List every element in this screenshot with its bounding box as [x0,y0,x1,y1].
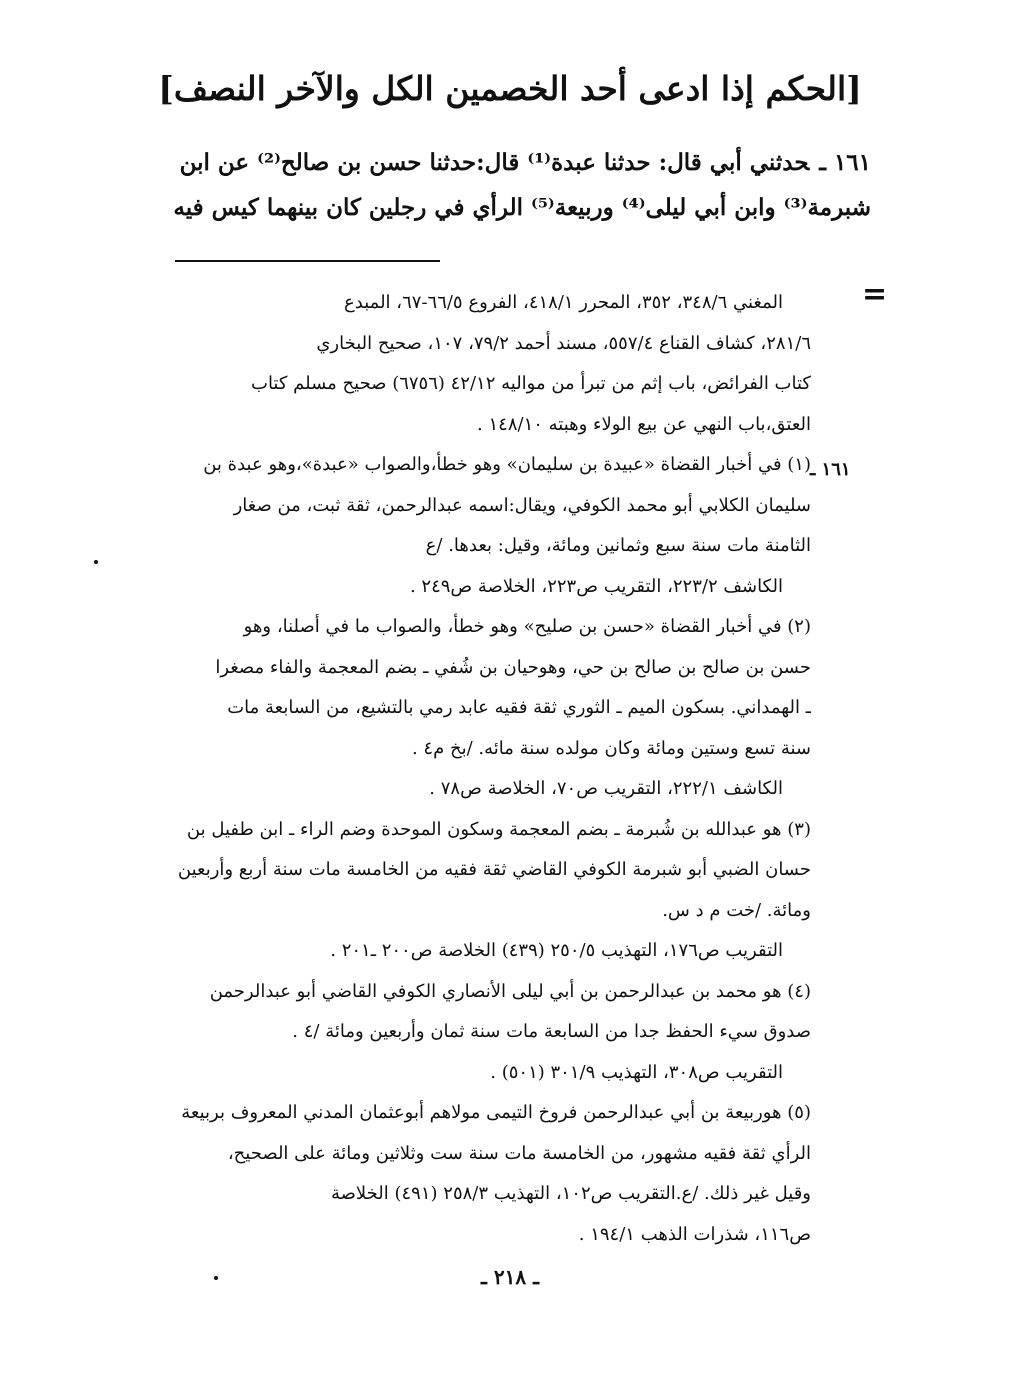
scan-speck [214,1276,218,1280]
footnote-line: (٣) هو عبدالله بن شُبرمة ـ بضم المعجمة وسكون الموحدة وضم الراء ـ ابن طفيل بن [186,818,811,840]
footnote-line: سنة تسع وستين ومائة وكان مولده سنة مائه. /بخ م٤ . [411,737,811,759]
footnote-line: الكاشف ٢٢٢/١، التقريب ص٧٠، الخلاصة ص٧٨ . [429,778,783,799]
footnote-line: كتاب الفرائض، باب إثم من تبرأ من مواليه ٤٢/١٢ (٦٧٥٦) صحيح مسلم كتاب [251,373,811,394]
scan-speck [94,560,98,564]
footnote-line: حسن بن صالح بن صالح بن حي، وهوحيان بن شُفي ـ بضم المعجمة والفاء مصغرا [215,656,811,678]
footnote-line: صدوق سيء الحفظ جدا من السابعة مات سنة ثمان وأربعين ومائة /٤ . [292,1021,811,1042]
continuation-mark: = [862,277,888,312]
footnote-line: العتق،باب النهي عن بيع الولاء وهبته ١٤٨/١٠ . [477,413,811,435]
footnote-line: التقريب ص٣٠٨، التهذيب ٣٠١/٩ (٥٠١) . [490,1061,783,1083]
footnote-divider [175,260,440,262]
footnote-line: (٥) هوربيعة بن أبي عبدالرحمن فروخ التيمى مولاهم أبوعثمان المدني المعروف بربيعة [181,1102,811,1123]
footnote-line: ص١١٦، شذرات الذهب ١٩٤/١ . [578,1223,811,1245]
footnote-line: الكاشف ٢٢٣/٢، التقريب ص٢٢٣، الخلاصة ص٢٤٩ . [409,575,783,597]
footnote-block-number: ١٦١ ـ [810,459,851,480]
main-text [151,140,871,230]
footnote-line: الرأي ثقة فقيه مشهور، من الخامسة مات سنة ست وثلاثين ومائة على الصحيح، [227,1142,811,1164]
footnote-line: (٢) في أخبار القضاة «حسن بن صليح» وهو خطأ، والصواب ما في أصلنا، وهو [243,616,811,637]
footnote-line: (٤) هو محمد بن عبدالرحمن بن أبي ليلى الأنصاري الكوفي القاضي أبو عبدالرحمن [209,980,811,1002]
footnote-line: التقريب ص١٧٦، التهذيب ٢٥٠/٥ (٤٣٩) الخلاصة ص٢٠٠ ـ٢٠١ . [330,940,783,961]
footnote-line: وقيل غير ذلك. /ع.التقريب ص١٠٢، التهذيب ٢٥٨/٣ (٤٩١) الخلاصة [330,1183,811,1204]
footnote-line: ومائة. /خت م د س. [662,899,811,921]
page-number: ـ ٢١٨ ـ [481,1265,539,1289]
hadith-number: ١٦١ ـ [819,149,871,176]
main-text-line: شبرمة⁽³⁾ وابن أبي ليلى⁽⁴⁾ وربيعة⁽⁵⁾ الرأي في رجلين كان بينهما كيس فيه [173,194,871,221]
footnotes [156,283,811,1255]
footnote-line: الثامنة مات سنة سبع وثمانين ومائة، وقيل: بعدها. /ع [425,535,811,556]
footnote-line: ـ الهمداني. بسكون الميم ـ الثوري ثقة فقيه عابد رمي بالتشيع، من السابعة مات [227,697,811,718]
footnote-line: المغني ٣٤٨/٦، ٣٥٢، المحرر ٤١٨/١، الفروع ٦٦/٥-٦٧، المبدع [344,292,783,313]
footnote-line: (١) في أخبار القضاة «عبيدة بن سليمان» وهو خطأ،والصواب «عبدة»،وهو عبدة بن [203,454,811,475]
main-text-line: حدثني أبي قال: حدثنا عبدة⁽¹⁾ قال:حدثنا حسن بن صالح⁽²⁾ عن ابن [179,149,810,176]
page-title: [الحكم إذا ادعى أحد الخصمين الكل والآخر النصف] [158,69,862,108]
footnote-line: ٢٨١/٦، كشاف القناع ٥٥٧/٤، مسند أحمد ٧٩/٢، ١٠٧، صحيح البخاري [316,332,811,354]
footnote-line: سليمان الكلابي أبو محمد الكوفي، ويقال:اسمه عبدالرحمن، ثقة ثبت، من صغار [233,494,811,516]
footnote-line: حسان الضبي أبو شبرمة الكوفي القاضي ثقة فقيه من الخامسة مات سنة أربع وأربعين [177,859,811,880]
